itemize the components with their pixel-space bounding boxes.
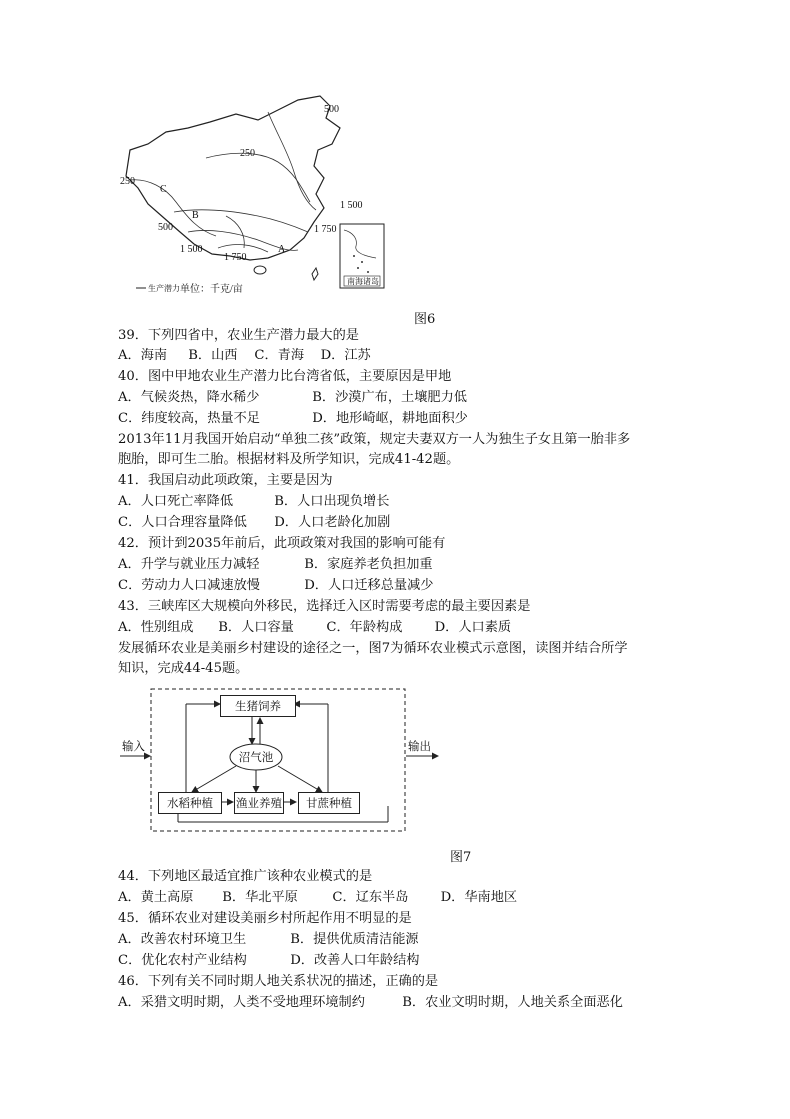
hainan-island [254, 266, 266, 274]
option-b[interactable]: B．人口出现负增长 [274, 494, 390, 509]
question-42-options-row2 [118, 576, 433, 596]
rice-planting-box: 水稻种植 [158, 792, 222, 814]
question-41-stem: 41．我国启动此项政策，主要是因为 [118, 473, 333, 488]
sugarcane-planting-box: 甘蔗种植 [298, 792, 360, 814]
passage-1-line-2: 胞胎，即可生二胎。根据材料及所学知识，完成41-42题。 [118, 452, 460, 467]
contour-line [206, 153, 310, 202]
question-42-options-row1 [118, 555, 433, 575]
option-a[interactable]: A．采猎文明时期，人类不受地理环境制约 [118, 995, 365, 1010]
question-46-stem: 46．下列有关不同时期人地关系状况的描述，正确的是 [118, 974, 439, 989]
passage-1-line-1: 2013年11月我国开始启动“单独二孩”政策，规定夫妻双方一人为独生子女且第一胎非多 [118, 432, 631, 447]
figure7-caption: 图7 [450, 850, 472, 865]
option-d[interactable]: D．人口老龄化加剧 [274, 515, 391, 530]
region-label: C [160, 184, 167, 195]
question-45-stem: 45．循环农业对建设美丽乡村所起作用不明显的是 [118, 911, 412, 926]
contour-label: 1 750 [314, 224, 337, 235]
option-b[interactable]: B．沙漠广布，土壤肥力低 [312, 390, 467, 405]
question-43-options [118, 618, 511, 638]
option-c[interactable]: C．劳动力人口减速放慢 [118, 578, 260, 593]
pig-farming-box: 生猪饲养 [220, 695, 296, 717]
option-d[interactable]: D．华南地区 [440, 890, 518, 905]
option-b[interactable]: B．人口容量 [218, 620, 294, 635]
figure6-caption: 图6 [414, 312, 436, 327]
contour-label: 1 500 [180, 244, 203, 255]
region-label: B [192, 210, 199, 221]
legend-unit: 单位：千克/亩 [180, 284, 243, 295]
option-d[interactable]: D．地形崎岖，耕地面积少 [312, 411, 468, 426]
option-b[interactable]: B．家庭养老负担加重 [304, 557, 433, 572]
question-44-stem: 44．下列地区最适宜推广该种农业模式的是 [118, 869, 373, 884]
option-a[interactable]: A．黄土高原 [118, 890, 194, 905]
question-45-options-row2 [118, 951, 419, 971]
question-40-stem: 40．图中甲地农业生产潜力比台湾省低，主要原因是甲地 [118, 369, 452, 384]
question-41-options-row2 [118, 513, 390, 533]
option-a[interactable]: A．升学与就业压力减轻 [118, 557, 260, 572]
contour-label: 1 500 [340, 200, 363, 211]
question-43-stem: 43．三峡库区大规模向外移民，选择迁入区时需要考虑的最主要因素是 [118, 599, 531, 614]
contour-label: 1 750 [224, 252, 247, 263]
option-d[interactable]: D．江苏 [320, 348, 371, 363]
passage-2-line-1: 发展循环农业是美丽乡村建设的途径之一，图7为循环农业模式示意图，读图并结合所学 [118, 641, 628, 656]
option-b[interactable]: B．华北平原 [222, 890, 298, 905]
question-44-options [118, 888, 517, 908]
contour-line [226, 216, 244, 248]
biogas-pit-label: 沼气池 [238, 750, 274, 764]
figure6-map [118, 92, 388, 302]
option-a[interactable]: A．改善农村环境卫生 [118, 932, 247, 947]
contour-line [130, 180, 216, 236]
contour-label: 500 [324, 104, 339, 115]
question-42-stem: 42．预计到2035年前后，此项政策对我国的影响可能有 [118, 536, 446, 551]
fishery-box: 渔业养殖 [234, 792, 284, 814]
region-label: A [278, 244, 286, 255]
passage-2-line-2: 知识，完成44-45题。 [118, 661, 249, 676]
taiwan-island [312, 268, 318, 280]
option-c[interactable]: C．人口合理容量降低 [118, 515, 247, 530]
output-label: 输出 [408, 739, 431, 753]
inset-label: 南海诸岛 [347, 277, 379, 286]
option-d[interactable]: D．人口素质 [434, 620, 512, 635]
option-b[interactable]: B．提供优质清洁能源 [290, 932, 419, 947]
option-c[interactable]: C．年龄构成 [326, 620, 403, 635]
question-39-stem: 39．下列四省中，农业生产潜力最大的是 [118, 328, 359, 343]
contour-label: 250 [240, 148, 255, 159]
figure7-diagram [118, 686, 448, 834]
option-d[interactable]: D．改善人口年龄结构 [290, 953, 420, 968]
option-c[interactable]: C．纬度较高，热量不足 [118, 411, 260, 426]
option-a[interactable]: A．性别组成 [118, 620, 194, 635]
china-map-svg [118, 92, 388, 302]
question-40-options-row1 [118, 388, 467, 408]
contour-line [268, 112, 316, 210]
contour-line [218, 245, 268, 252]
option-b[interactable]: B．农业文明时期，人地关系全面恶化 [402, 995, 623, 1010]
contour-label: 500 [158, 222, 173, 233]
inset-coast [344, 230, 376, 258]
legend-line-label: 生产潜力 [148, 284, 180, 293]
option-a[interactable]: A．人口死亡率降低 [118, 494, 234, 509]
option-d[interactable]: D．人口迁移总量减少 [304, 578, 434, 593]
question-46-options [118, 993, 623, 1013]
question-41-options-row1 [118, 492, 389, 512]
option-b[interactable]: B．山西 [188, 348, 238, 363]
question-39-options [118, 346, 371, 366]
contour-label: 250 [120, 176, 135, 187]
question-40-options-row2 [118, 409, 468, 429]
option-c[interactable]: C．优化农村产业结构 [118, 953, 247, 968]
country-outline [126, 96, 340, 260]
question-45-options-row1 [118, 930, 419, 950]
option-a[interactable]: A．海南 [118, 348, 168, 363]
input-label: 输入 [122, 739, 145, 753]
option-c[interactable]: C．青海 [254, 348, 305, 363]
option-a[interactable]: A．气候炎热，降水稀少 [118, 390, 260, 405]
option-c[interactable]: C．辽东半岛 [332, 890, 409, 905]
